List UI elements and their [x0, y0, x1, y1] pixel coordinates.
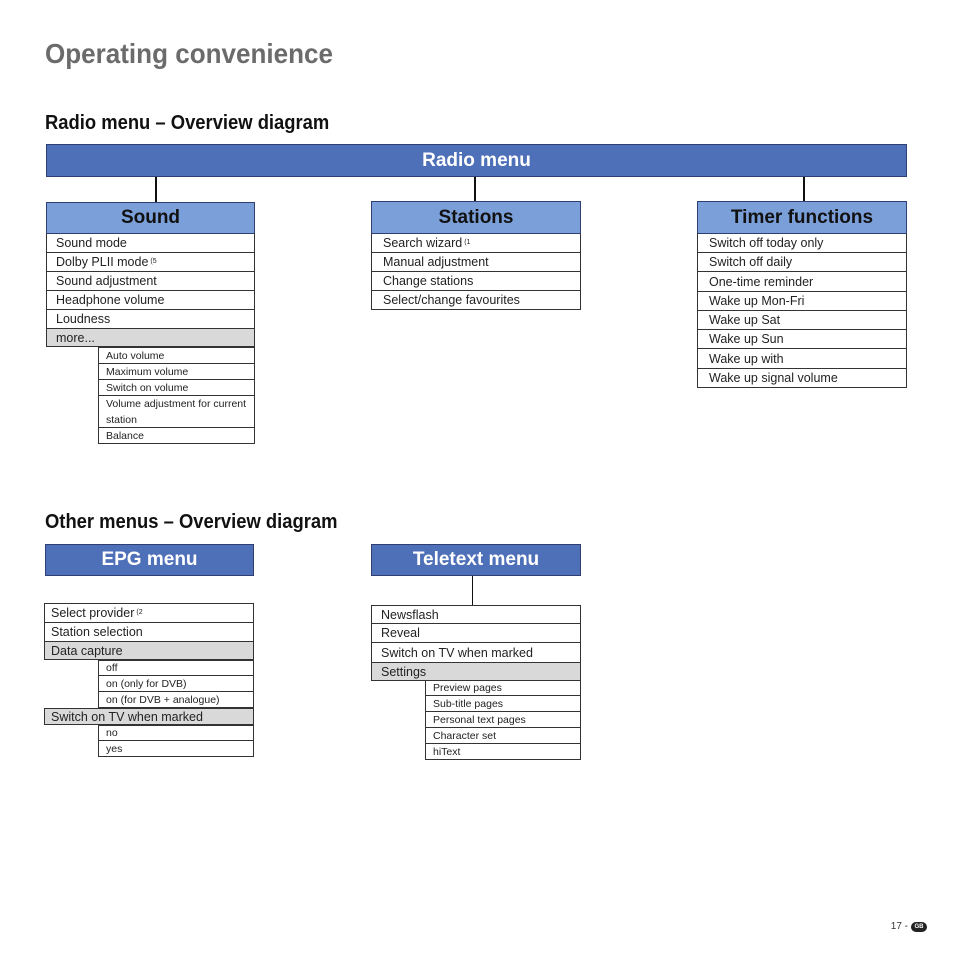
timer-item-wake-signal-volume: Wake up signal volume	[697, 369, 907, 388]
sound-item-more	[46, 329, 255, 347]
stations-item-change: Change stations	[371, 272, 581, 291]
sound-item-headphone	[46, 291, 255, 310]
settings-item-subtitle-pages: Sub-title pages	[425, 696, 581, 712]
footnote-marker: (5	[150, 257, 157, 265]
sound-item-loudness	[46, 310, 255, 329]
other-section-title: Other menus – Overview diagram	[45, 511, 338, 533]
epg-item-select-provider	[44, 603, 254, 623]
timer-item-reminder: One-time reminder	[697, 272, 907, 292]
stations-item-label: Search wizard	[383, 236, 463, 250]
sound-header: Sound	[46, 202, 255, 234]
teletext-item-settings: Settings	[371, 663, 581, 681]
connector-teletext	[472, 576, 473, 605]
gb-badge-icon: GB	[911, 922, 927, 932]
more-item-maximum-volume: Maximum volume	[98, 364, 255, 380]
radio-menu-header: Radio menu	[46, 144, 907, 177]
page-footer	[891, 921, 927, 932]
epg-list	[44, 603, 254, 660]
footnote-marker: (1	[464, 238, 471, 246]
sound-list	[46, 234, 255, 347]
sound-item-label: Dolby PLII mode	[56, 255, 149, 269]
sound-item-label: Loudness	[56, 312, 111, 326]
epg-switch-on-options	[98, 725, 254, 757]
stations-item-manual: Manual adjustment	[371, 253, 581, 272]
teletext-item-reveal: Reveal	[371, 624, 581, 643]
page-number: 17 -	[890, 921, 908, 932]
timer-item-wake-mon-fri: Wake up Mon-Fri	[697, 292, 907, 311]
teletext-settings-list	[425, 680, 581, 760]
epg-item-label: Select provider	[51, 606, 135, 620]
sound-item-sound-mode	[46, 234, 255, 253]
page-title: Operating convenience	[45, 38, 333, 69]
sound-item-adjustment	[46, 272, 255, 291]
teletext-list	[371, 605, 581, 681]
timer-item-switch-off-daily: Switch off daily	[697, 253, 907, 272]
more-item-switch-on-volume: Switch on volume	[98, 380, 255, 396]
settings-item-personal-text-pages: Personal text pages	[425, 712, 581, 728]
more-item-auto-volume: Auto volume	[98, 347, 255, 364]
stations-list	[371, 234, 581, 310]
connector-stations	[474, 177, 476, 201]
epg-data-capture-options	[98, 660, 254, 708]
epg-menu-header: EPG menu	[45, 544, 254, 576]
more-item-volume-adjustment: Volume adjustment for current station	[98, 396, 255, 428]
epg-item-station-selection: Station selection	[44, 623, 254, 642]
sound-item-label: more...	[56, 330, 95, 345]
timer-item-wake-sat: Wake up Sat	[697, 311, 907, 330]
sound-item-label: Sound adjustment	[56, 274, 157, 288]
sound-item-dolby	[46, 253, 255, 272]
more-item-balance: Balance	[98, 428, 255, 444]
epg-switch-on-list	[44, 708, 254, 725]
settings-item-character-set: Character set	[425, 728, 581, 744]
timer-item-wake-sun: Wake up Sun	[697, 330, 907, 349]
settings-item-hitext: hiText	[425, 744, 581, 760]
teletext-item-newsflash: Newsflash	[371, 605, 581, 624]
sound-item-label: Sound mode	[56, 236, 127, 250]
epg-item-data-capture: Data capture	[44, 642, 254, 660]
epg-item-switch-on-tv: Switch on TV when marked	[44, 708, 254, 725]
stations-item-favourites: Select/change favourites	[371, 291, 581, 310]
sound-item-label: Headphone volume	[56, 293, 165, 307]
teletext-menu-header: Teletext menu	[371, 544, 581, 576]
settings-item-preview-pages: Preview pages	[425, 680, 581, 696]
data-capture-option-dvb-analogue: on (for DVB + analogue)	[98, 692, 254, 708]
footnote-marker: (2	[136, 608, 143, 616]
radio-section-title: Radio menu – Overview diagram	[45, 112, 330, 134]
teletext-item-switch-on-tv: Switch on TV when marked	[371, 643, 581, 663]
timer-item-switch-off-today: Switch off today only	[697, 234, 907, 253]
stations-item-search-wizard	[371, 234, 581, 253]
switch-on-option-no: no	[98, 725, 254, 741]
data-capture-option-dvb: on (only for DVB)	[98, 676, 254, 692]
timer-item-wake-with: Wake up with	[697, 349, 907, 369]
timer-list	[697, 234, 907, 388]
timer-header: Timer functions	[697, 201, 907, 234]
connector-sound	[155, 177, 157, 202]
stations-header: Stations	[371, 201, 581, 234]
switch-on-option-yes: yes	[98, 741, 254, 757]
data-capture-option-off: off	[98, 660, 254, 676]
sound-more-list	[98, 347, 255, 444]
connector-timer	[803, 177, 805, 201]
